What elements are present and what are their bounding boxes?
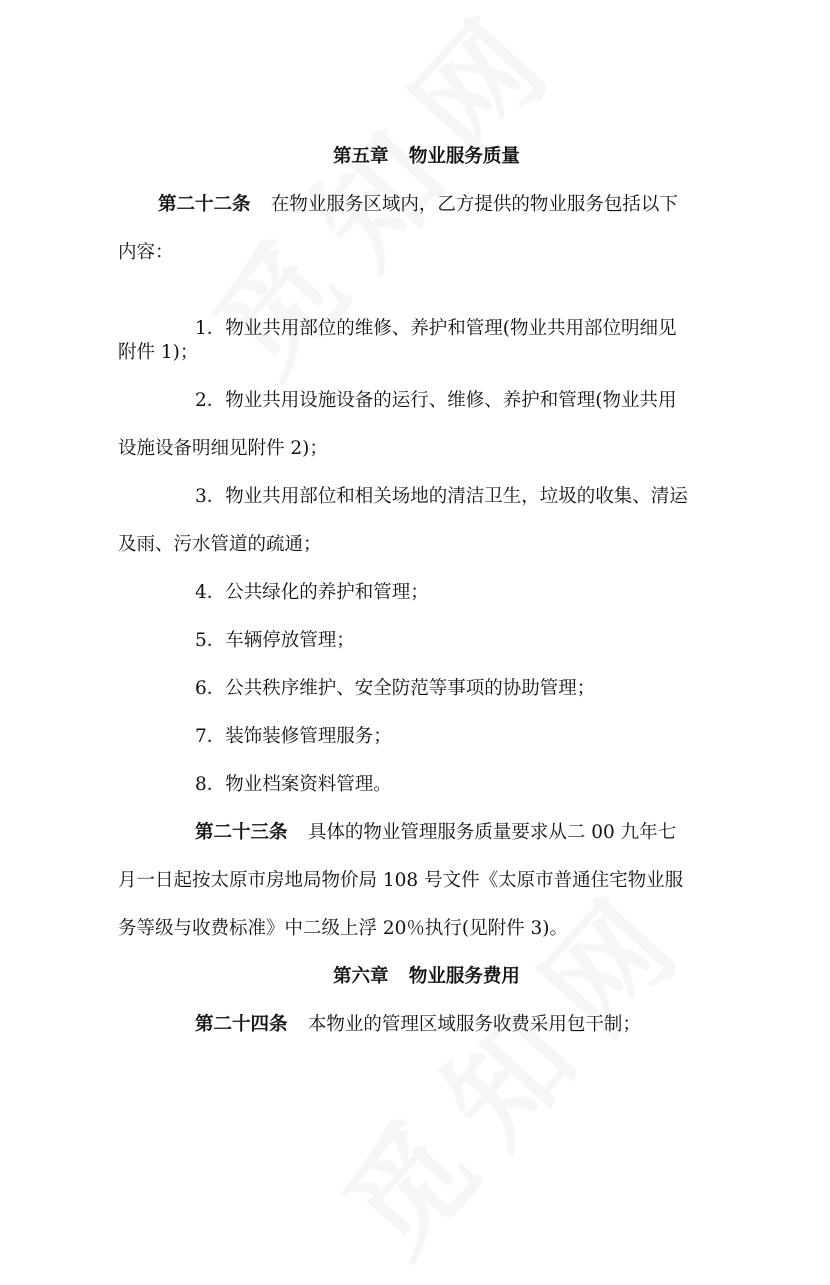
article-label: 第二十三条 [195,822,288,843]
article-text: 本物业的管理区域服务收费采用包干制； [307,1014,641,1035]
list-item: 6．公共秩序维护、安全防范等事项的协助管理； [195,678,596,699]
article-label: 第二十四条 [195,1014,288,1035]
list-item-text: 1．物业共用部位的维修、养护和管理(物业共用部位明细见 [195,318,677,339]
article-23-continuation: 务等级与收费标准》中二级上浮 20％执行(见附件 3)。 [118,918,569,939]
list-item: 5．车辆停放管理； [195,630,355,651]
list-item-continuation: 及雨、污水管道的疏通； [118,534,322,555]
article-text: 具体的物业管理服务质量要求从二 00 九年七 [307,822,677,843]
chapter-number: 第五章 [333,146,389,167]
article-23 [195,818,676,844]
chapter-number: 第六章 [333,966,389,987]
article-24 [195,1010,641,1036]
list-item: 4．公共绿化的养护和管理； [195,582,429,603]
article-label: 第二十二条 [158,194,251,215]
list-item: 2．物业共用设施设备的运行、维修、养护和管理(物业共用 [195,390,677,411]
article-23-continuation: 月一日起按太原市房地局物价局 108 号文件《太原市普通住宅物业服 [118,870,684,891]
chapter-6-heading [333,962,520,988]
list-item-continuation: 设施设备明细见附件 2)； [118,438,328,459]
list-item: 3．物业共用部位和相关场地的清洁卫生，垃圾的收集、清运 [195,486,688,507]
article-text: 在物业服务区域内，乙方提供的物业服务包括以下 [270,194,678,215]
article-22-continuation: 内容： [118,242,174,263]
watermark [300,840,725,1285]
list-item [195,314,703,340]
article-22 [158,190,701,216]
chapter-title: 物业服务质量 [408,146,520,167]
chapter-5-heading [333,142,520,168]
list-item: 8．物业档案资料管理。 [195,774,392,795]
chapter-title: 物业服务费用 [408,966,520,987]
list-item-continuation: 附件 1)； [118,342,199,363]
list-item: 7．装饰装修管理服务； [195,726,392,747]
